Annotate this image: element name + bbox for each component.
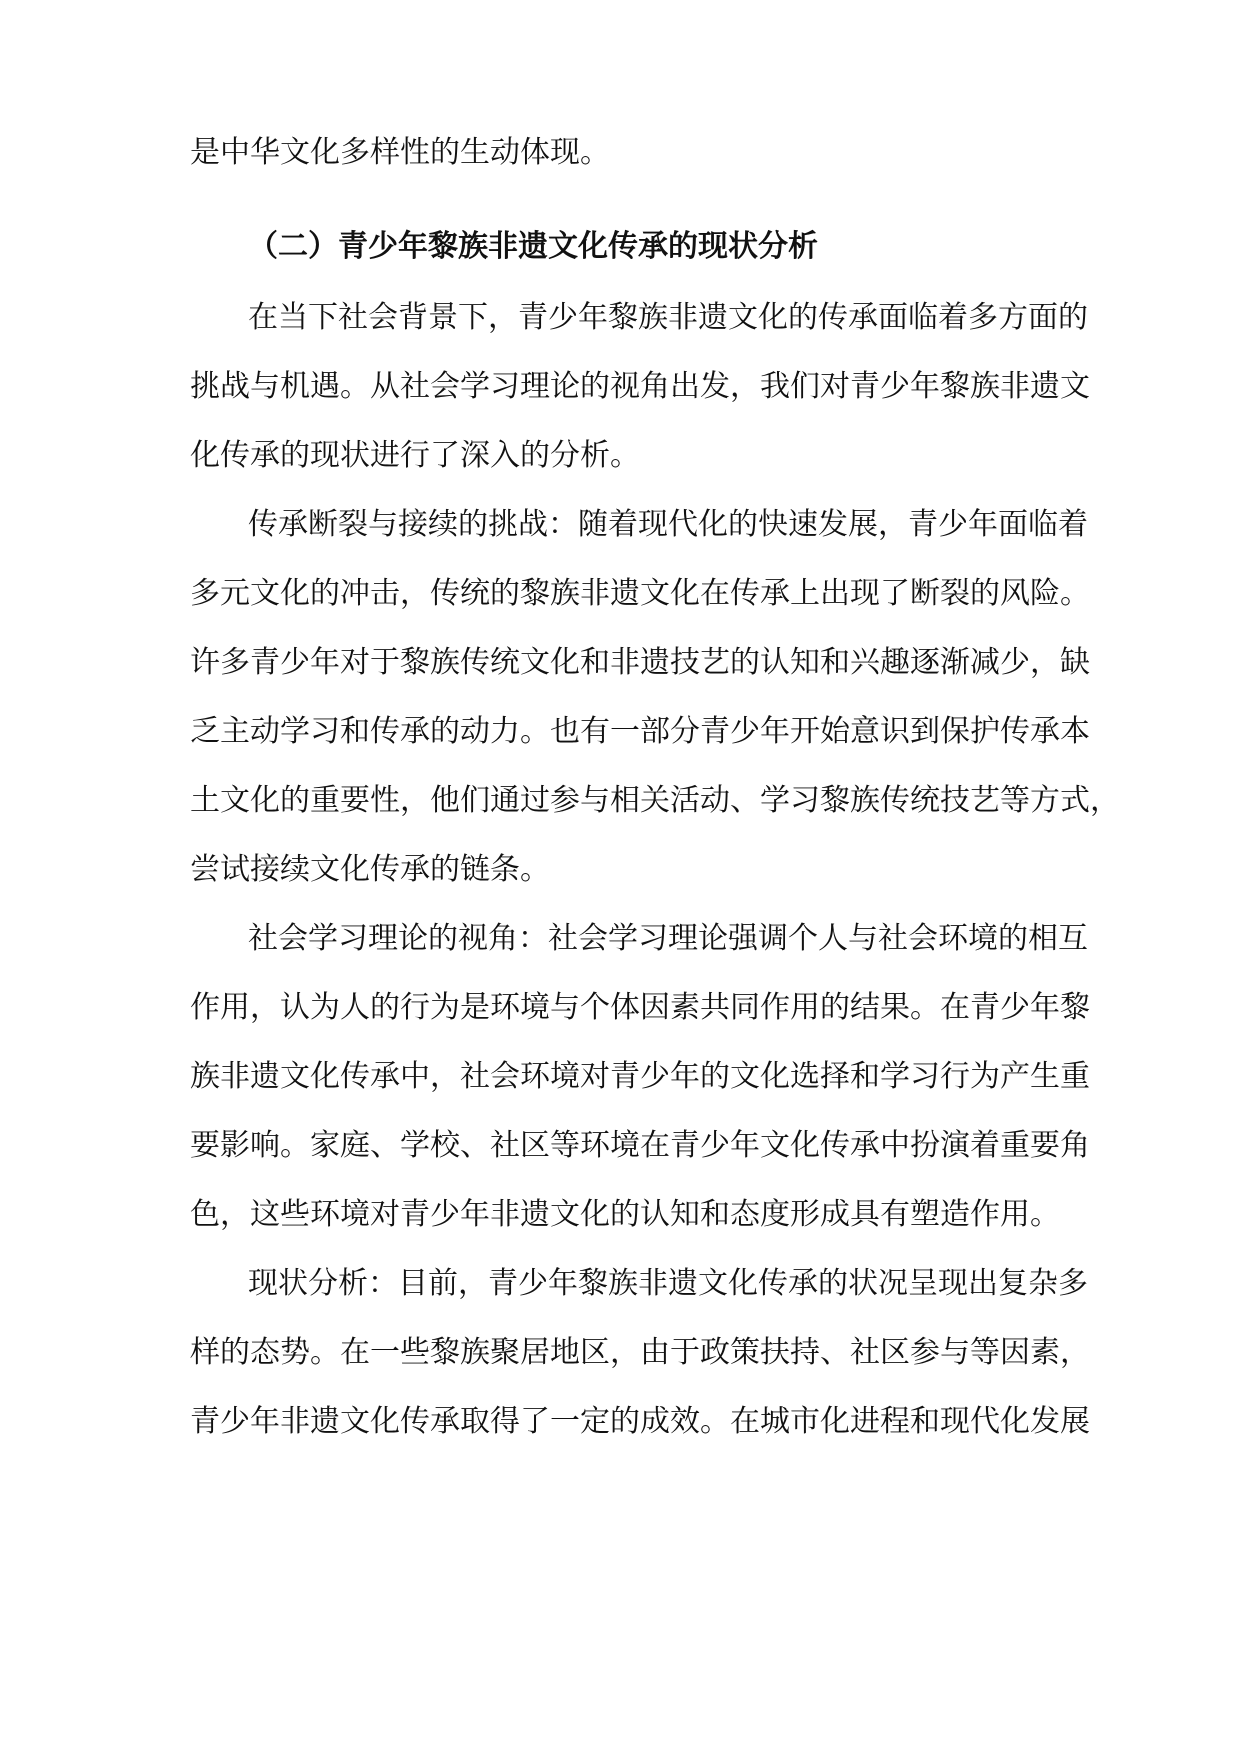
paragraph-line: 许多青少年对于黎族传统文化和非遗技艺的认知和兴趣逐渐减少，缺 xyxy=(190,645,1090,680)
paragraph-line: 土文化的重要性，他们通过参与相关活动、学习黎族传统技艺等方式， xyxy=(190,783,1120,818)
paragraph-line: 尝试接续文化传承的链条。 xyxy=(190,852,550,887)
paragraph-line: 传承断裂与接续的挑战：随着现代化的快速发展，青少年面临着 xyxy=(248,507,1088,542)
paragraph-line: 多元文化的冲击，传统的黎族非遗文化在传承上出现了断裂的风险。 xyxy=(190,576,1090,611)
paragraph-line: 族非遗文化传承中，社会环境对青少年的文化选择和学习行为产生重 xyxy=(190,1059,1090,1094)
paragraph-line: 样的态势。在一些黎族聚居地区，由于政策扶持、社区参与等因素， xyxy=(190,1335,1090,1370)
paragraph-line: 作用，认为人的行为是环境与个体因素共同作用的结果。在青少年黎 xyxy=(190,990,1090,1025)
paragraph-line: 乏主动学习和传承的动力。也有一部分青少年开始意识到保护传承本 xyxy=(190,714,1090,749)
paragraph-line: 色，这些环境对青少年非遗文化的认知和态度形成具有塑造作用。 xyxy=(190,1197,1060,1232)
paragraph-line: 青少年非遗文化传承取得了一定的成效。在城市化进程和现代化发展 xyxy=(190,1404,1090,1439)
intro-line: 是中华文化多样性的生动体现。 xyxy=(190,135,610,170)
paragraph-line: 社会学习理论的视角：社会学习理论强调个人与社会环境的相互 xyxy=(248,921,1088,956)
paragraph-line: 要影响。家庭、学校、社区等环境在青少年文化传承中扮演着重要角 xyxy=(190,1128,1090,1163)
paragraph-line: 在当下社会背景下，青少年黎族非遗文化的传承面临着多方面的 xyxy=(248,300,1088,335)
paragraph-line: 化传承的现状进行了深入的分析。 xyxy=(190,438,640,473)
section-heading: （二）青少年黎族非遗文化传承的现状分析 xyxy=(248,229,818,264)
paragraph-line: 挑战与机遇。从社会学习理论的视角出发，我们对青少年黎族非遗文 xyxy=(190,369,1090,404)
paragraph-line: 现状分析：目前，青少年黎族非遗文化传承的状况呈现出复杂多 xyxy=(248,1266,1088,1301)
